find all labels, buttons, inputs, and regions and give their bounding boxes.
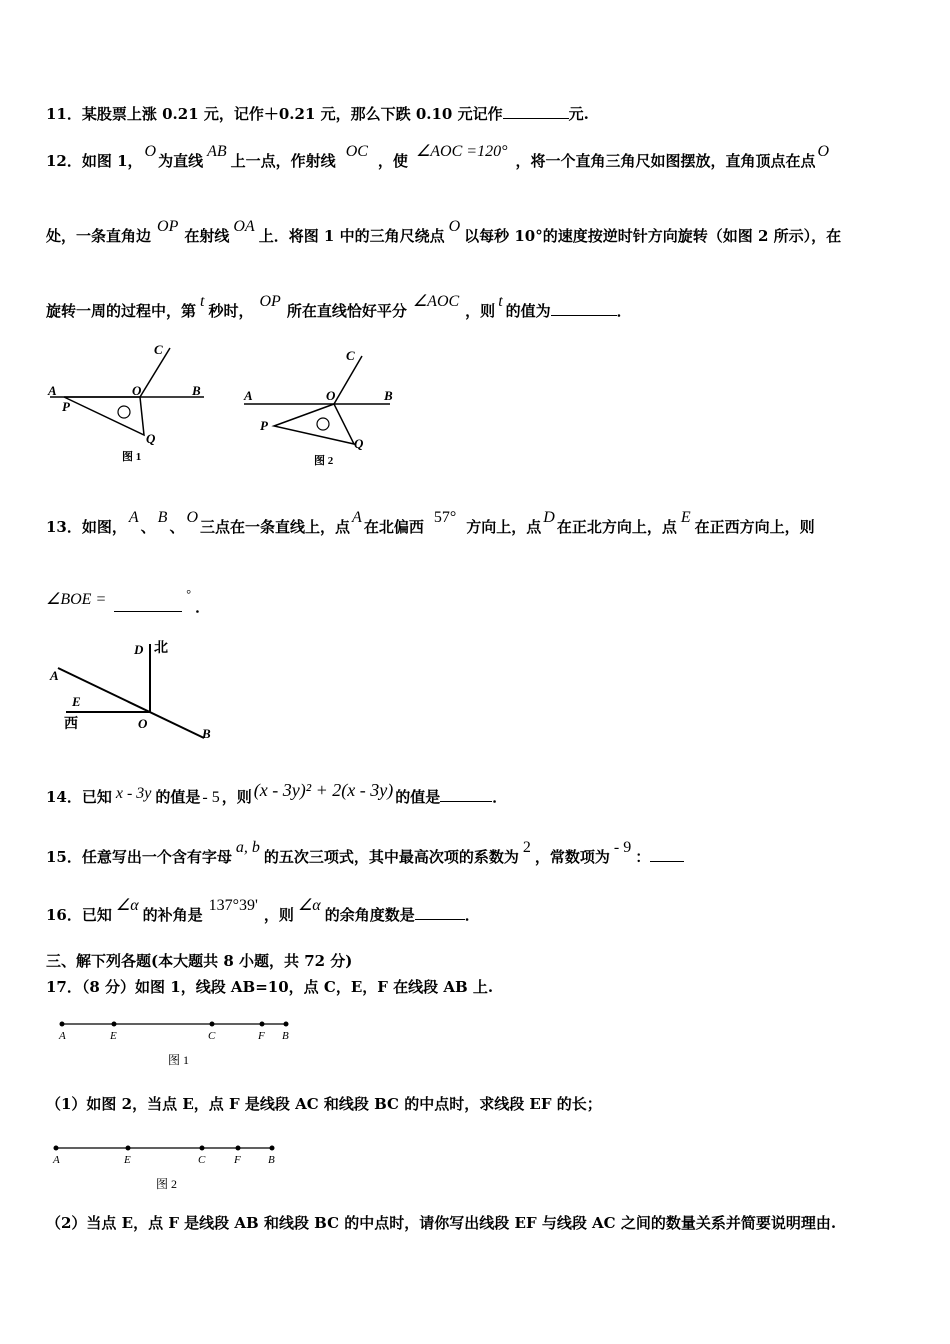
q12-text: 旋转一周的过程中，第 (46, 302, 197, 320)
q16-text: 的余角度数是 (324, 906, 415, 924)
math-minus-5: - 5 (202, 789, 220, 806)
math-angle-alpha: ∠α (115, 897, 139, 914)
section-3-title: 三、解下列各题(本大题共 8 小题，共 72 分) (46, 952, 353, 970)
q12-text: 上．将图 1 中的三角尺绕点 (258, 227, 445, 245)
q12-text: 上一点，作射线 (230, 152, 336, 170)
label-A: A (53, 1154, 60, 1166)
math-expression: (x - 3y)² + 2(x - 3y) (253, 780, 394, 800)
label-Q: Q (354, 436, 364, 451)
label-F: F (258, 1030, 265, 1042)
label-A: A (48, 383, 57, 398)
q13-figure (46, 634, 226, 750)
label-E: E (110, 1030, 117, 1042)
q12-answer-blank[interactable] (551, 301, 617, 316)
math-O: O (448, 218, 461, 235)
label-B: B (192, 383, 201, 398)
q12-text: ，则 (465, 302, 496, 320)
set-square (274, 404, 354, 444)
q12-text: ，使 (377, 152, 408, 170)
point-A (54, 1146, 59, 1151)
math-2: 2 (522, 839, 531, 856)
math-angle-alpha: ∠α (297, 897, 321, 914)
q12-line2 (46, 218, 842, 246)
point-F (260, 1022, 265, 1027)
q14-text: ，则 (221, 788, 252, 806)
q15-text: 15．任意写出一个含有字母 (46, 848, 232, 866)
label-O: O (132, 383, 142, 398)
q12-text: ． (616, 302, 632, 320)
math-D: D (543, 509, 555, 526)
point-B (284, 1022, 289, 1027)
label-C: C (154, 342, 163, 357)
q12-text: 处，一条直角边 (46, 227, 152, 245)
math-angle-AOC: ∠AOC (412, 293, 460, 310)
q15-text: 的五次三项式，其中最高次项的系数为 (263, 848, 519, 866)
q17-part1: （1）如图 2，当点 E，点 F 是线段 AC 和线段 BC 的中点时，求线段 EF 的长； (46, 1095, 602, 1113)
q17-part2: （2）当点 E，点 F 是线段 AB 和线段 BC 的中点时，请你写出线段 EF 与线段 AC 之间的数量关系并简要说明理由. (46, 1214, 837, 1232)
math-A: A (128, 509, 139, 526)
math-x-minus-3y: x - 3y (115, 785, 152, 802)
math-O: O (144, 143, 157, 160)
q13-text: 、 (169, 518, 185, 536)
label-P: P (62, 399, 70, 414)
label-A: A (244, 388, 253, 403)
q16-text: 16．已知 (46, 906, 112, 924)
q12-figure-2 (238, 340, 408, 470)
q15 (46, 839, 684, 867)
label-O: O (326, 388, 336, 403)
q11 (46, 103, 589, 124)
math-minus-9: - 9 (613, 839, 632, 856)
math-E: E (680, 509, 691, 526)
math-t: t (200, 293, 205, 310)
q17-intro: 17．（8 分）如图 1，线段 AB=10，点 C，E，F 在线段 AB 上. (46, 978, 494, 996)
label-E: E (72, 694, 81, 709)
point-E (112, 1022, 117, 1027)
math-angle-AOC-120: ∠AOC =120° (415, 143, 508, 160)
label-C: C (346, 348, 355, 363)
math-A: A (352, 509, 362, 526)
label-C: C (198, 1154, 206, 1166)
q13-text: ． (195, 598, 211, 616)
q12-text: 所在直线恰好平分 (286, 302, 407, 320)
math-57-degrees: 57° (433, 509, 457, 526)
q13-text: 13．如图， (46, 518, 127, 536)
q12-text: 的值为 (505, 302, 551, 320)
set-square-hole (317, 418, 329, 430)
label-B: B (282, 1030, 289, 1042)
q14-text: ． (492, 788, 508, 806)
label-O: O (138, 716, 148, 731)
q13-text: 在正北方向上，点 (556, 518, 677, 536)
math-OP: OP (259, 293, 281, 310)
q12-line3 (46, 293, 632, 321)
q16-text: ，则 (263, 906, 294, 924)
figure-caption: 图 2 (314, 455, 334, 467)
math-O: O (817, 143, 830, 160)
q14-text: 的值是 (155, 788, 201, 806)
label-D: D (134, 642, 144, 657)
math-B: B (157, 509, 168, 526)
label-west: 西 (64, 717, 78, 732)
q12-text: 为直线 (158, 152, 204, 170)
q16-text: 的补角是 (142, 906, 203, 924)
q11-answer-blank[interactable] (503, 104, 569, 119)
q13-answer-blank[interactable] (114, 597, 182, 612)
q11-unit: 元. (568, 105, 589, 123)
math-angle-BOE: ∠BOE = (46, 591, 107, 608)
q12-text: 秒时， (208, 302, 254, 320)
q17-figure-1 (52, 1014, 302, 1070)
q13-line1 (46, 509, 815, 537)
q13-text: 在正西方向上，则 (694, 518, 815, 536)
math-O: O (186, 509, 199, 526)
q12-text: 以每秒 10°的速度按逆时针方向旋转（如图 2 所示），在 (464, 227, 842, 245)
q13-text: 在北偏西 (363, 518, 424, 536)
q12-figure-1 (44, 340, 214, 470)
q14-answer-blank[interactable] (440, 787, 492, 802)
math-t: t (498, 293, 503, 310)
set-square-hole (118, 406, 130, 418)
label-B: B (202, 726, 211, 741)
q12-text: 12．如图 1， (46, 152, 143, 170)
label-B: B (268, 1154, 275, 1166)
q11-text: 11．某股票上涨 0.21 元，记作＋0.21 元，那么下跌 0.10 元记作 (46, 105, 503, 123)
point-E (126, 1146, 131, 1151)
q13-text: 方向上，点 (466, 518, 542, 536)
q15-answer-blank[interactable] (650, 847, 684, 862)
math-AB: AB (207, 143, 227, 160)
q16-answer-blank[interactable] (415, 905, 465, 920)
q12-text: ，将一个直角三角尺如图摆放，直角顶点在点 (515, 152, 816, 170)
q14-text: 14．已知 (46, 788, 112, 806)
q14-text: 的值是 (395, 788, 441, 806)
point-F (236, 1146, 241, 1151)
math-OC: OC (345, 143, 368, 160)
q13-text: 、 (140, 518, 156, 536)
label-B: B (384, 388, 393, 403)
math-OA: OA (233, 218, 255, 235)
point-A (60, 1022, 65, 1027)
label-C: C (208, 1030, 216, 1042)
q14 (46, 780, 508, 807)
math-a-b: a, b (235, 839, 260, 856)
ray-OC (334, 356, 362, 404)
degree-sign: ° (186, 587, 192, 601)
set-square (64, 397, 144, 435)
label-F: F (234, 1154, 241, 1166)
figure-caption: 图 2 (156, 1177, 178, 1191)
figure-caption: 图 1 (122, 451, 142, 463)
label-A: A (50, 668, 59, 683)
q16-text: ． (464, 906, 480, 924)
label-north: 北 (154, 641, 168, 656)
q13-text: 三点在一条直线上，点 (200, 518, 351, 536)
label-A: A (59, 1030, 66, 1042)
math-137-39: 137°39' (208, 897, 258, 914)
q17-figure-2 (46, 1138, 296, 1194)
q16 (46, 897, 480, 925)
q15-text: ，常数项为 (534, 848, 610, 866)
point-C (210, 1022, 215, 1027)
figure-caption: 图 1 (168, 1053, 190, 1067)
q12-text: 在射线 (184, 227, 230, 245)
math-OP: OP (157, 218, 179, 235)
point-C (200, 1146, 205, 1151)
point-B (270, 1146, 275, 1151)
label-E: E (124, 1154, 131, 1166)
label-P: P (260, 418, 268, 433)
label-Q: Q (146, 431, 156, 446)
q13-line2 (46, 587, 211, 617)
q12-line1 (46, 143, 830, 171)
q15-text: ： (635, 848, 651, 866)
